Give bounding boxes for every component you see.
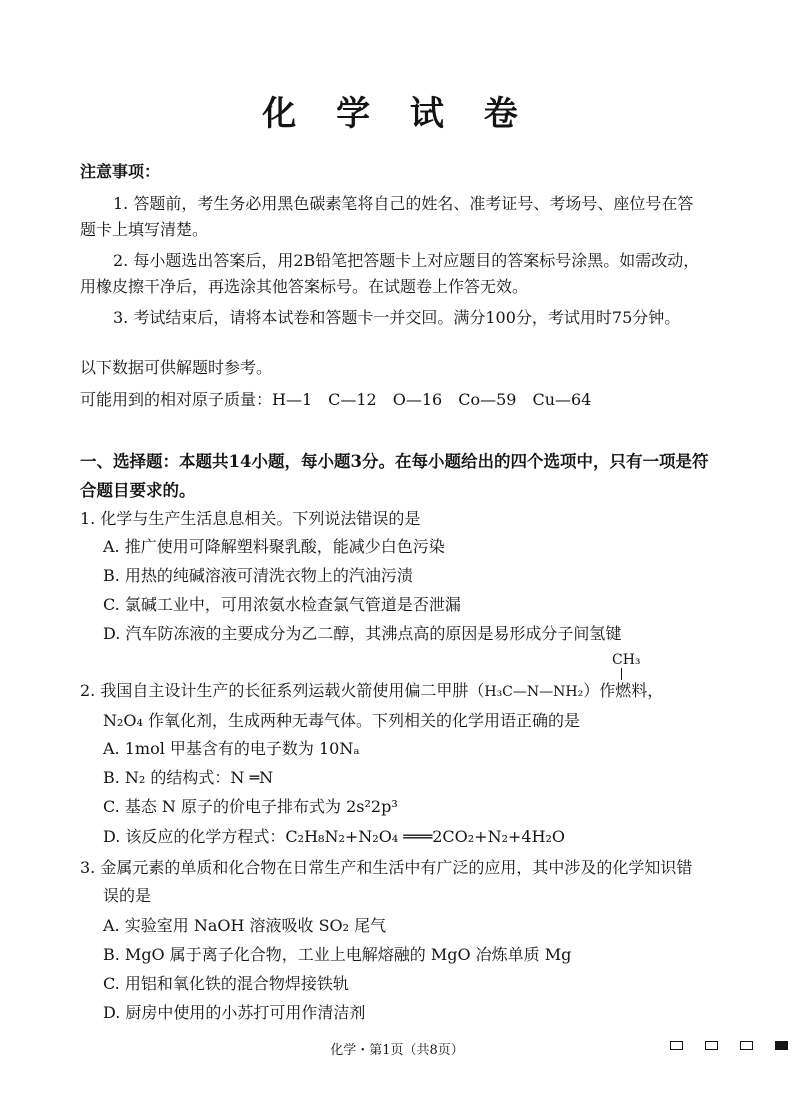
question-3-option-c: C. 用铝和氧化铁的混合物焊接铁轨	[103, 974, 349, 993]
question-3-stem-line-1: 3. 金属元素的单质和化合物在日常生产和生活中有广泛的应用，其中涉及的化学知识错	[80, 858, 693, 877]
question-1-stem: 1. 化学与生产生活息息相关。下列说法错误的是	[80, 509, 421, 528]
question-1-option-c: C. 氯碱工业中，可用浓氨水检查氯气管道是否泄漏	[103, 595, 461, 614]
question-1-option-a: A. 推广使用可降解塑料聚乳酸，能减少白色污染	[103, 537, 445, 556]
structure-bond	[621, 668, 622, 680]
question-2-option-b: B. N₂ 的结构式：N ═N	[103, 768, 274, 787]
page-footer: 化学・第1页（共8页）	[330, 1043, 464, 1058]
question-3-option-d: D. 厨房中使用的小苏打可用作清洁剂	[103, 1003, 366, 1022]
question-3-stem-line-2: 误的是	[103, 886, 152, 905]
notice-item-3: 3. 考试结束后，请将本试卷和答题卡一并交回。满分100分，考试用时75分钟。	[113, 308, 681, 327]
section-heading-line-2: 合题目要求的。	[80, 481, 196, 500]
question-1-option-d: D. 汽车防冻液的主要成分为乙二醇，其沸点高的原因是易形成分子间氢键	[103, 624, 622, 643]
question-2-option-d: D. 该反应的化学方程式：C₂H₈N₂+N₂O₄ ═══2CO₂+N₂+4H₂O	[103, 827, 566, 846]
question-2-stem-line-1	[80, 680, 663, 703]
section-heading-line-1: 一、选择题：本题共14小题，每小题3分。在每小题给出的四个选项中，只有一项是符	[80, 452, 709, 471]
question-3-option-a: A. 实验室用 NaOH 溶液吸收 SO₂ 尾气	[103, 916, 387, 935]
notice-item-1-line-1: 1. 答题前，考生务必用黑色碳素笔将自己的姓名、准考证号、考场号、座位号在答	[113, 194, 694, 213]
reference-line-2: 可能用到的相对原子质量：H—1 C—12 O—16 Co—59 Cu—64	[80, 390, 592, 409]
dimethylhydrazine-formula: H₃C—N—NH₂	[484, 684, 584, 700]
question-2-stem-line-2: N₂O₄ 作氧化剂，生成两种无毒气体。下列相关的化学用语正确的是	[103, 711, 581, 730]
footer-mark-box-3	[740, 1041, 753, 1050]
footer-mark-box-2	[705, 1041, 718, 1050]
question-2-stem-text: 2. 我国自主设计生产的长征系列运载火箭使用偏二甲肼（	[80, 681, 485, 700]
notice-item-2-line-2: 用橡皮擦干净后，再选涂其他答案标号。在试题卷上作答无效。	[80, 277, 529, 296]
question-2-option-c: C. 基态 N 原子的价电子排布式为 2s²2p³	[103, 797, 398, 816]
notice-item-1-line-2: 题卡上填写清楚。	[80, 220, 209, 239]
notice-heading: 注意事项：	[80, 162, 161, 181]
reference-line-1: 以下数据可供解题时参考。	[80, 358, 273, 377]
footer-mark-box-filled	[775, 1041, 788, 1050]
methyl-group-label: CH₃	[612, 652, 641, 668]
question-2-stem-end: ）作燃料，	[583, 681, 664, 700]
page-title: 化 学 试 卷	[262, 94, 532, 134]
question-1-option-b: B. 用热的纯碱溶液可清洗衣物上的汽油污渍	[103, 566, 413, 585]
question-3-option-b: B. MgO 属于离子化合物，工业上电解熔融的 MgO 冶炼单质 Mg	[103, 945, 572, 964]
notice-item-2-line-1: 2. 每小题选出答案后，用2B铅笔把答题卡上对应题目的答案标号涂黑。如需改动，	[113, 251, 700, 270]
footer-mark-box-1	[670, 1041, 683, 1050]
question-2-option-a: A. 1mol 甲基含有的电子数为 10Nₐ	[103, 739, 360, 758]
